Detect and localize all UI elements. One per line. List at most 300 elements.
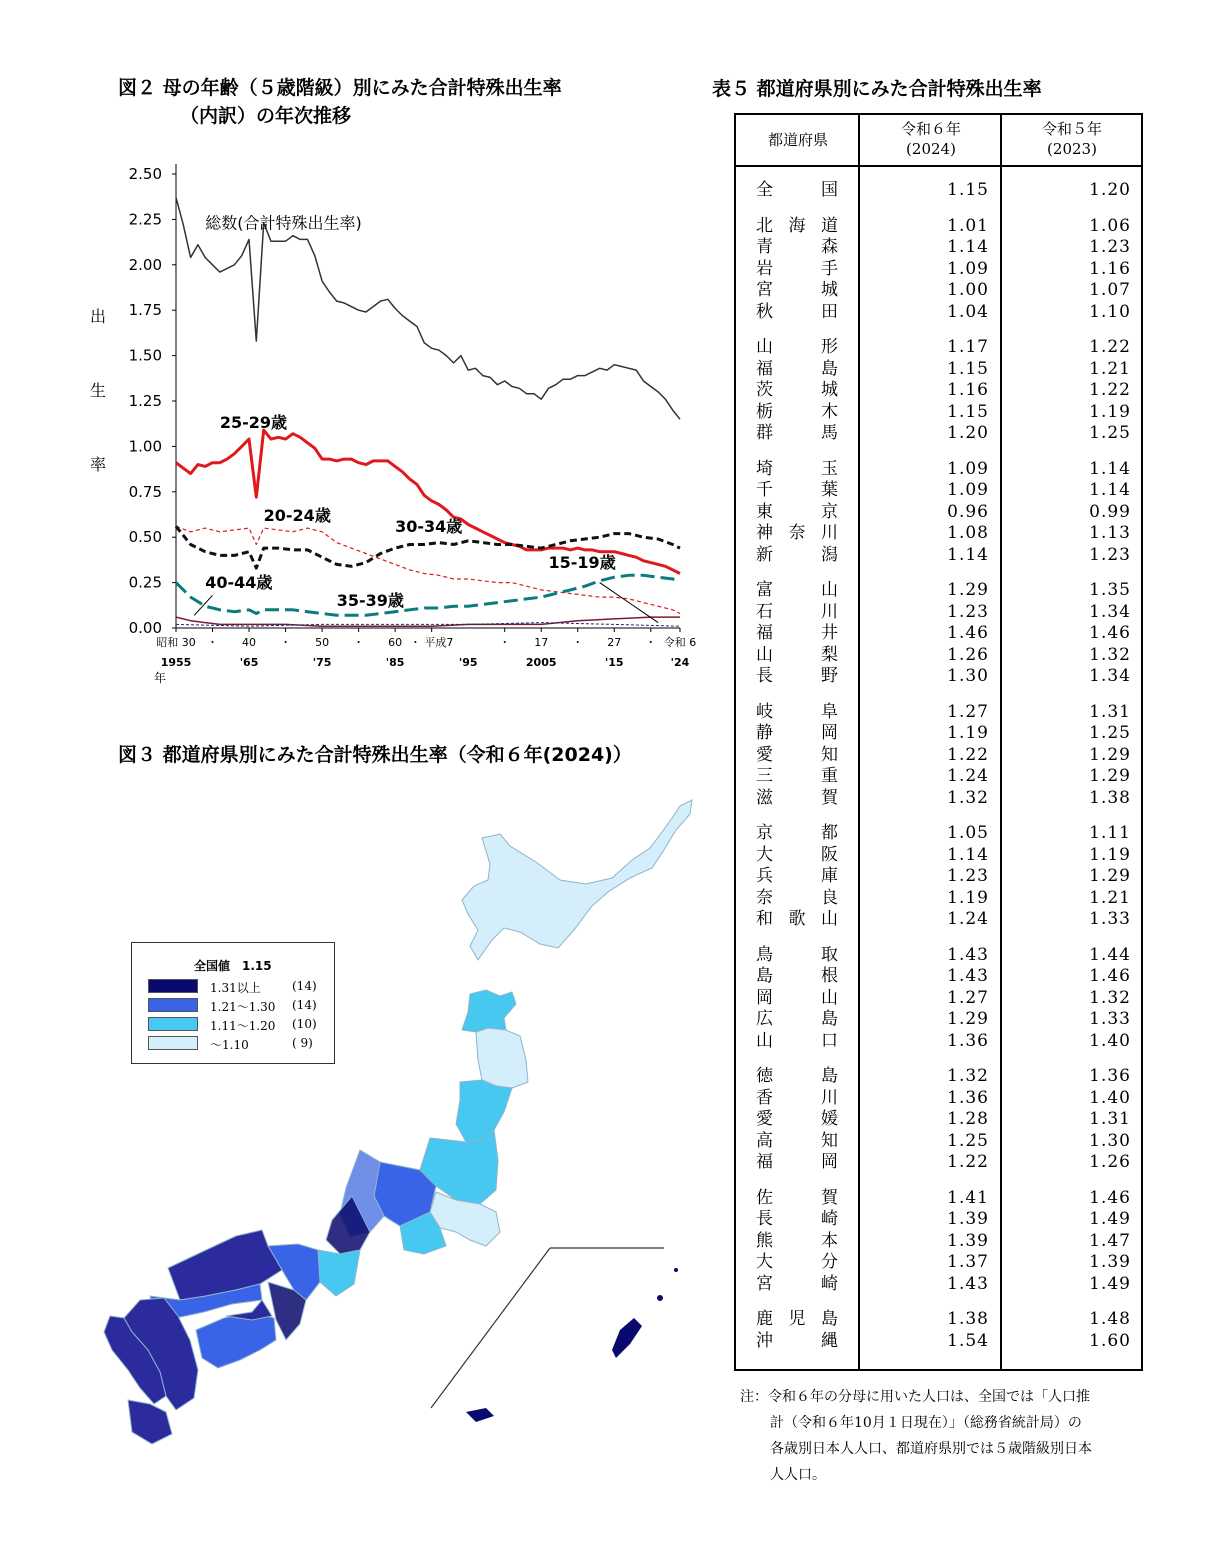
y-tick-label: 1.25 bbox=[128, 392, 162, 410]
prefecture-char: 岡 bbox=[821, 723, 838, 744]
prefecture-char: 京 bbox=[821, 501, 838, 522]
value-2024: 1.36 bbox=[947, 1030, 989, 1051]
value-2024: 1.17 bbox=[947, 337, 989, 358]
table-note bbox=[740, 1384, 1145, 1488]
table-row bbox=[736, 1331, 1141, 1352]
prefecture-char: 岡 bbox=[756, 987, 773, 1008]
prefecture-char: 山 bbox=[821, 580, 838, 601]
prefecture-char: 梨 bbox=[821, 644, 838, 665]
legend-count: (14) bbox=[292, 979, 317, 993]
value-2024: 1.23 bbox=[947, 601, 989, 622]
x-tick-label-top: ・ bbox=[353, 636, 365, 649]
table-row bbox=[736, 845, 1141, 866]
value-2024: 1.09 bbox=[947, 480, 989, 501]
prefecture-char: 石 bbox=[756, 601, 773, 622]
value-2023: 1.60 bbox=[1089, 1330, 1131, 1351]
value-2023: 1.40 bbox=[1089, 1030, 1131, 1051]
prefecture-name bbox=[756, 988, 838, 1009]
table-row bbox=[736, 823, 1141, 844]
table-row bbox=[736, 702, 1141, 723]
prefecture-name bbox=[756, 1188, 838, 1209]
prefecture-char: 知 bbox=[821, 744, 838, 765]
prefecture-char: 宮 bbox=[756, 280, 773, 301]
prefecture-char: 熊 bbox=[756, 1230, 773, 1251]
prefecture-char: 崎 bbox=[821, 1209, 838, 1230]
legend-label: 1.11～1.20 bbox=[210, 1019, 276, 1033]
table-row bbox=[736, 945, 1141, 966]
value-2023: 1.11 bbox=[1089, 823, 1131, 844]
prefecture-char: 山 bbox=[756, 644, 773, 665]
prefecture-char: 手 bbox=[821, 258, 838, 279]
y-tick-label: 2.00 bbox=[128, 255, 162, 274]
prefecture-char: 新 bbox=[756, 544, 773, 565]
header-2024 bbox=[860, 115, 1002, 169]
header-2023-line1: 令和５年 bbox=[1041, 120, 1102, 138]
prefecture-name bbox=[756, 723, 838, 744]
value-2024: 1.09 bbox=[947, 258, 989, 279]
table-row bbox=[736, 1274, 1141, 1295]
table-row bbox=[736, 666, 1141, 687]
y-tick-label: 2.50 bbox=[128, 165, 162, 183]
figure3-title: 図３ 都道府県別にみた合計特殊出生率（令和６年(2024)） bbox=[118, 744, 632, 766]
table-row bbox=[736, 545, 1141, 566]
prefecture-name bbox=[756, 280, 838, 301]
value-2023: 1.14 bbox=[1089, 458, 1131, 479]
table-row bbox=[736, 480, 1141, 501]
value-2024: 1.23 bbox=[947, 866, 989, 887]
prefecture-char: 愛 bbox=[756, 744, 773, 765]
prefecture-char: 潟 bbox=[821, 544, 838, 565]
prefecture-name bbox=[756, 216, 838, 237]
value-2024: 1.15 bbox=[947, 180, 989, 200]
prefecture-name bbox=[756, 423, 838, 444]
value-2024: 1.14 bbox=[947, 544, 989, 565]
value-2023: 1.44 bbox=[1089, 944, 1131, 965]
prefecture-char: 馬 bbox=[821, 423, 838, 443]
x-tick-label-top: ・ bbox=[645, 636, 657, 649]
value-2023: 1.29 bbox=[1089, 744, 1131, 765]
table5-title: 表５ 都道府県別にみた合計特殊出生率 bbox=[712, 78, 1042, 100]
x-tick-label-top: ・ bbox=[280, 636, 292, 649]
prefecture-char: 児 bbox=[788, 1309, 806, 1330]
prefecture-name bbox=[756, 237, 838, 258]
table-row bbox=[736, 1252, 1141, 1273]
prefecture-char: 川 bbox=[821, 523, 838, 544]
y-tick-label: 0.25 bbox=[128, 573, 162, 592]
table-row bbox=[736, 909, 1141, 930]
value-2023: 1.38 bbox=[1089, 787, 1131, 808]
prefecture-char: 兵 bbox=[756, 866, 773, 887]
table-row bbox=[736, 402, 1141, 423]
prefecture-char: 徳 bbox=[756, 1066, 773, 1087]
table-row bbox=[736, 216, 1141, 237]
y-tick-label: 1.50 bbox=[128, 346, 162, 365]
note-line: 注：令和６年の分母に用いた人口は、全国では「人口推 bbox=[740, 1389, 1090, 1405]
value-2023: 1.13 bbox=[1089, 523, 1131, 544]
prefecture-name bbox=[756, 359, 838, 380]
value-2024: 1.25 bbox=[947, 1130, 989, 1151]
x-tick-label-bottom: '24 bbox=[670, 656, 690, 669]
prefecture-name bbox=[756, 623, 838, 644]
table-row bbox=[736, 502, 1141, 523]
prefecture-name bbox=[756, 459, 838, 480]
prefecture-char: 静 bbox=[756, 723, 773, 744]
table-row bbox=[736, 866, 1141, 887]
value-2024: 1.32 bbox=[947, 787, 989, 808]
series-label: 20-24歳 bbox=[263, 505, 331, 525]
value-2023: 1.14 bbox=[1089, 480, 1131, 501]
table-row bbox=[736, 1109, 1141, 1130]
prefecture-name bbox=[756, 1231, 838, 1252]
value-2024: 1.43 bbox=[947, 1273, 989, 1294]
prefecture-char: 千 bbox=[756, 480, 773, 501]
table-row bbox=[736, 1066, 1141, 1087]
value-2024: 1.38 bbox=[947, 1309, 989, 1330]
prefecture-table bbox=[734, 113, 1143, 1371]
prefecture-char: 木 bbox=[821, 401, 838, 422]
prefecture-char: 根 bbox=[821, 966, 838, 987]
prefecture-char: 知 bbox=[821, 1130, 838, 1151]
x-axis-unit: 年 bbox=[153, 671, 167, 685]
value-2023: 1.31 bbox=[1089, 701, 1131, 722]
prefecture-char: 玉 bbox=[821, 458, 838, 479]
prefecture-name bbox=[756, 502, 838, 523]
prefecture-char: 大 bbox=[756, 844, 773, 865]
value-2023: 1.23 bbox=[1089, 544, 1131, 565]
table-row bbox=[736, 1209, 1141, 1230]
value-2023: 1.22 bbox=[1089, 337, 1131, 358]
table-row bbox=[736, 1088, 1141, 1109]
value-2024: 1.20 bbox=[947, 423, 989, 443]
value-2024: 1.43 bbox=[947, 944, 989, 965]
prefecture-char: 滋 bbox=[756, 787, 773, 808]
value-2023: 1.29 bbox=[1089, 866, 1131, 887]
table-row bbox=[736, 580, 1141, 601]
prefecture-name bbox=[756, 966, 838, 987]
value-2024: 1.43 bbox=[947, 966, 989, 987]
legend-label: ～1.10 bbox=[210, 1038, 249, 1052]
legend-count: ( 9) bbox=[292, 1036, 313, 1050]
prefecture-name bbox=[756, 823, 838, 844]
value-2023: 1.46 bbox=[1089, 966, 1131, 987]
x-tick-label-top: 17 bbox=[534, 636, 549, 649]
x-tick-label-top: 40 bbox=[242, 636, 257, 649]
prefecture-name bbox=[756, 766, 838, 787]
prefecture-char: 分 bbox=[821, 1252, 838, 1273]
header-2023-line2: (2023) bbox=[1047, 140, 1097, 158]
table-row bbox=[736, 1131, 1141, 1152]
series-label: 30-34歳 bbox=[395, 516, 463, 536]
legend-item bbox=[148, 998, 328, 1012]
prefecture-char: 縄 bbox=[821, 1330, 838, 1351]
value-2023: 1.49 bbox=[1089, 1209, 1131, 1230]
x-tick-label-top: ・ bbox=[499, 636, 511, 649]
value-2024: 1.15 bbox=[947, 358, 989, 379]
value-2024: 1.14 bbox=[947, 237, 989, 258]
prefecture-name bbox=[756, 945, 838, 966]
legend-item bbox=[148, 1036, 328, 1050]
prefecture-name bbox=[756, 788, 838, 809]
x-tick-label-top: 50 bbox=[315, 636, 330, 649]
value-2024: 0.96 bbox=[947, 501, 989, 522]
prefecture-char: 岡 bbox=[821, 1152, 838, 1172]
legend-swatch-4 bbox=[148, 1036, 198, 1050]
map-tohoku bbox=[420, 990, 528, 1204]
table-row bbox=[736, 359, 1141, 380]
header-prefecture: 都道府県 bbox=[767, 131, 828, 149]
x-tick-label-bottom: '95 bbox=[458, 656, 478, 669]
prefecture-name bbox=[756, 845, 838, 866]
x-tick-label-bottom: 2005 bbox=[525, 656, 557, 669]
table-row bbox=[736, 380, 1141, 401]
prefecture-name bbox=[756, 1131, 838, 1152]
value-2024: 1.54 bbox=[947, 1330, 989, 1351]
value-2023: 1.07 bbox=[1089, 280, 1131, 301]
value-2024: 1.27 bbox=[947, 987, 989, 1008]
value-2024: 1.26 bbox=[947, 644, 989, 665]
map-legend bbox=[131, 942, 335, 1064]
table-row bbox=[736, 1188, 1141, 1209]
prefecture-name bbox=[756, 1309, 838, 1330]
prefecture-char: 埼 bbox=[756, 458, 773, 479]
x-tick-label-top: 令和 6 bbox=[663, 636, 697, 649]
value-2024: 1.08 bbox=[947, 523, 989, 544]
value-2024: 1.01 bbox=[947, 215, 989, 236]
prefecture-char: 庫 bbox=[821, 866, 838, 887]
value-2024: 1.29 bbox=[947, 1009, 989, 1030]
note-line: 人人口。 bbox=[770, 1467, 826, 1483]
x-tick-label-top: 60 bbox=[388, 636, 403, 649]
prefecture-char: 愛 bbox=[756, 1109, 773, 1130]
value-2023: 1.49 bbox=[1089, 1273, 1131, 1294]
value-2023: 1.26 bbox=[1089, 1152, 1131, 1172]
prefecture-char: 野 bbox=[821, 666, 838, 686]
y-axis-label: 率 bbox=[89, 455, 107, 474]
value-2024: 1.05 bbox=[947, 823, 989, 844]
y-axis-label: 出 bbox=[89, 307, 107, 326]
prefecture-char: 山 bbox=[756, 337, 773, 358]
series-label: 40-44歳 bbox=[205, 573, 273, 593]
prefecture-char: 阪 bbox=[821, 844, 838, 865]
y-axis-label: 生 bbox=[89, 381, 107, 400]
value-2024: 1.39 bbox=[947, 1230, 989, 1251]
prefecture-char: 都 bbox=[821, 823, 838, 844]
value-2024: 1.09 bbox=[947, 458, 989, 479]
prefecture-char: 賀 bbox=[821, 1187, 838, 1208]
figure2-title-line2: （内訳）の年次推移 bbox=[180, 105, 352, 127]
value-2024: 1.19 bbox=[947, 723, 989, 744]
prefecture-char: 川 bbox=[821, 1087, 838, 1108]
table-row bbox=[736, 259, 1141, 280]
prefecture-name bbox=[756, 1252, 838, 1273]
prefecture-char: 和 bbox=[756, 909, 773, 929]
prefecture-name bbox=[756, 645, 838, 666]
prefecture-char: 三 bbox=[756, 766, 773, 787]
table-row bbox=[736, 1309, 1141, 1330]
y-tick-label: 1.75 bbox=[128, 301, 162, 320]
x-tick-label-bottom: '85 bbox=[385, 656, 405, 669]
prefecture-name bbox=[756, 702, 838, 723]
value-2023: 1.20 bbox=[1089, 180, 1131, 200]
prefecture-name bbox=[756, 402, 838, 423]
prefecture-name bbox=[756, 302, 838, 323]
prefecture-char: 奈 bbox=[756, 887, 773, 908]
value-2023: 1.46 bbox=[1089, 1187, 1131, 1208]
table-row bbox=[736, 280, 1141, 301]
prefecture-char: 森 bbox=[821, 237, 838, 258]
prefecture-char: 山 bbox=[821, 909, 838, 929]
legend-count: (10) bbox=[292, 1017, 317, 1031]
table-row bbox=[736, 788, 1141, 809]
value-2023: 0.99 bbox=[1089, 501, 1131, 522]
prefecture-name bbox=[756, 602, 838, 623]
y-tick-label: 0.50 bbox=[128, 528, 162, 547]
prefecture-char: 山 bbox=[821, 987, 838, 1008]
note-line: 各歳別日本人人口、都道府県別では５歳階級別日本 bbox=[770, 1441, 1092, 1457]
value-2023: 1.29 bbox=[1089, 766, 1131, 787]
prefecture-char: 富 bbox=[756, 580, 773, 601]
table-row bbox=[736, 988, 1141, 1009]
value-2023: 1.25 bbox=[1089, 423, 1131, 443]
prefecture-name bbox=[756, 909, 838, 930]
x-tick-label-bottom: '15 bbox=[604, 656, 624, 669]
value-2023: 1.34 bbox=[1089, 666, 1131, 686]
prefecture-name bbox=[756, 1066, 838, 1087]
table-row bbox=[736, 966, 1141, 987]
x-tick-label-top: 昭和 30 bbox=[156, 636, 196, 649]
x-tick-label-top: ・ 平成7 bbox=[409, 636, 454, 649]
series-label: 総数(合計特殊出生率) bbox=[205, 213, 362, 233]
value-2024: 1.30 bbox=[947, 666, 989, 686]
table-row bbox=[736, 723, 1141, 744]
legend-item bbox=[148, 979, 328, 993]
prefecture-char: 鹿 bbox=[756, 1309, 773, 1330]
header-2024-line1: 令和６年 bbox=[900, 120, 961, 138]
prefecture-char: 福 bbox=[756, 1152, 773, 1172]
prefecture-char: 京 bbox=[756, 823, 773, 844]
prefecture-name bbox=[756, 480, 838, 501]
prefecture-name bbox=[756, 380, 838, 401]
prefecture-char: 秋 bbox=[756, 301, 773, 322]
table-row bbox=[736, 1009, 1141, 1030]
prefecture-char: 島 bbox=[821, 1309, 838, 1330]
value-2023: 1.25 bbox=[1089, 723, 1131, 744]
prefecture-name bbox=[756, 180, 838, 201]
y-tick-label: 2.25 bbox=[128, 210, 162, 229]
value-2024: 1.28 bbox=[947, 1109, 989, 1130]
value-2024: 1.16 bbox=[947, 380, 989, 401]
value-2023: 1.22 bbox=[1089, 380, 1131, 401]
prefecture-name bbox=[756, 1088, 838, 1109]
legend-swatch-2 bbox=[148, 998, 198, 1012]
value-2023: 1.47 bbox=[1089, 1230, 1131, 1251]
value-2023: 1.39 bbox=[1089, 1252, 1131, 1273]
map-kyushu bbox=[104, 1298, 198, 1444]
prefecture-char: 城 bbox=[821, 380, 838, 401]
prefecture-char: 福 bbox=[756, 358, 773, 379]
value-2024: 1.29 bbox=[947, 580, 989, 601]
prefecture-char: 島 bbox=[821, 358, 838, 379]
table-row bbox=[736, 623, 1141, 644]
prefecture-name bbox=[756, 666, 838, 687]
note-line: 計（令和６年10月１日現在）」（総務省統計局）の bbox=[770, 1415, 1082, 1431]
value-2024: 1.04 bbox=[947, 301, 989, 322]
value-2024: 1.22 bbox=[947, 1152, 989, 1172]
header-2023 bbox=[1002, 115, 1142, 169]
legend-swatch-3 bbox=[148, 1017, 198, 1031]
value-2023: 1.06 bbox=[1089, 215, 1131, 236]
value-2024: 1.46 bbox=[947, 623, 989, 644]
table-row bbox=[736, 459, 1141, 480]
value-2023: 1.21 bbox=[1089, 887, 1131, 908]
prefecture-char: 広 bbox=[756, 1009, 773, 1030]
prefecture-char: 長 bbox=[756, 1209, 773, 1230]
prefecture-name bbox=[756, 1109, 838, 1130]
prefecture-char: 国 bbox=[821, 180, 838, 200]
value-2023: 1.19 bbox=[1089, 401, 1131, 422]
value-2023: 1.21 bbox=[1089, 358, 1131, 379]
prefecture-name bbox=[756, 1331, 838, 1352]
prefecture-char: 葉 bbox=[821, 480, 838, 501]
map-okinawa-inset bbox=[431, 1248, 678, 1422]
value-2024: 1.00 bbox=[947, 280, 989, 301]
table-row bbox=[736, 237, 1141, 258]
series-label: 25-29歳 bbox=[219, 413, 288, 433]
prefecture-char: 茨 bbox=[756, 380, 773, 401]
prefecture-char: 鳥 bbox=[756, 944, 773, 965]
map-hokkaido bbox=[462, 800, 692, 960]
value-2023: 1.34 bbox=[1089, 601, 1131, 622]
prefecture-char: 島 bbox=[821, 1009, 838, 1030]
value-2023: 1.30 bbox=[1089, 1130, 1131, 1151]
prefecture-name bbox=[756, 866, 838, 887]
value-2023: 1.36 bbox=[1089, 1066, 1131, 1087]
prefecture-char: 田 bbox=[821, 301, 838, 322]
prefecture-name bbox=[756, 888, 838, 909]
legend-title: 全国値 1.15 bbox=[194, 959, 272, 973]
value-2023: 1.10 bbox=[1089, 301, 1131, 322]
prefecture-char: 山 bbox=[756, 1030, 773, 1051]
value-2023: 1.32 bbox=[1089, 987, 1131, 1008]
value-2023: 1.32 bbox=[1089, 644, 1131, 665]
table-row bbox=[736, 602, 1141, 623]
prefecture-char: 沖 bbox=[756, 1330, 773, 1351]
prefecture-char: 福 bbox=[756, 623, 773, 644]
prefecture-name bbox=[756, 1031, 838, 1052]
value-2023: 1.23 bbox=[1089, 237, 1131, 258]
legend-count: (14) bbox=[292, 998, 317, 1012]
prefecture-char: 歌 bbox=[788, 909, 806, 929]
value-2024: 1.32 bbox=[947, 1066, 989, 1087]
prefecture-char: 良 bbox=[821, 887, 838, 908]
prefecture-char: 香 bbox=[756, 1087, 773, 1108]
prefecture-char: 取 bbox=[821, 944, 838, 965]
prefecture-name bbox=[756, 337, 838, 358]
prefecture-char: 高 bbox=[756, 1130, 773, 1151]
prefecture-char: 阜 bbox=[821, 701, 838, 722]
y-tick-label: 1.00 bbox=[128, 437, 162, 456]
prefecture-char: 海 bbox=[788, 215, 806, 236]
prefecture-char: 本 bbox=[821, 1230, 838, 1251]
figure2-title-line1: 図２ 母の年齢（５歳階級）別にみた合計特殊出生率 bbox=[118, 77, 562, 99]
prefecture-name bbox=[756, 259, 838, 280]
legend-item bbox=[148, 1017, 328, 1031]
value-2024: 1.37 bbox=[947, 1252, 989, 1273]
prefecture-char: 宮 bbox=[756, 1273, 773, 1294]
prefecture-char: 長 bbox=[756, 666, 773, 686]
value-2024: 1.36 bbox=[947, 1087, 989, 1108]
table-row bbox=[736, 645, 1141, 666]
